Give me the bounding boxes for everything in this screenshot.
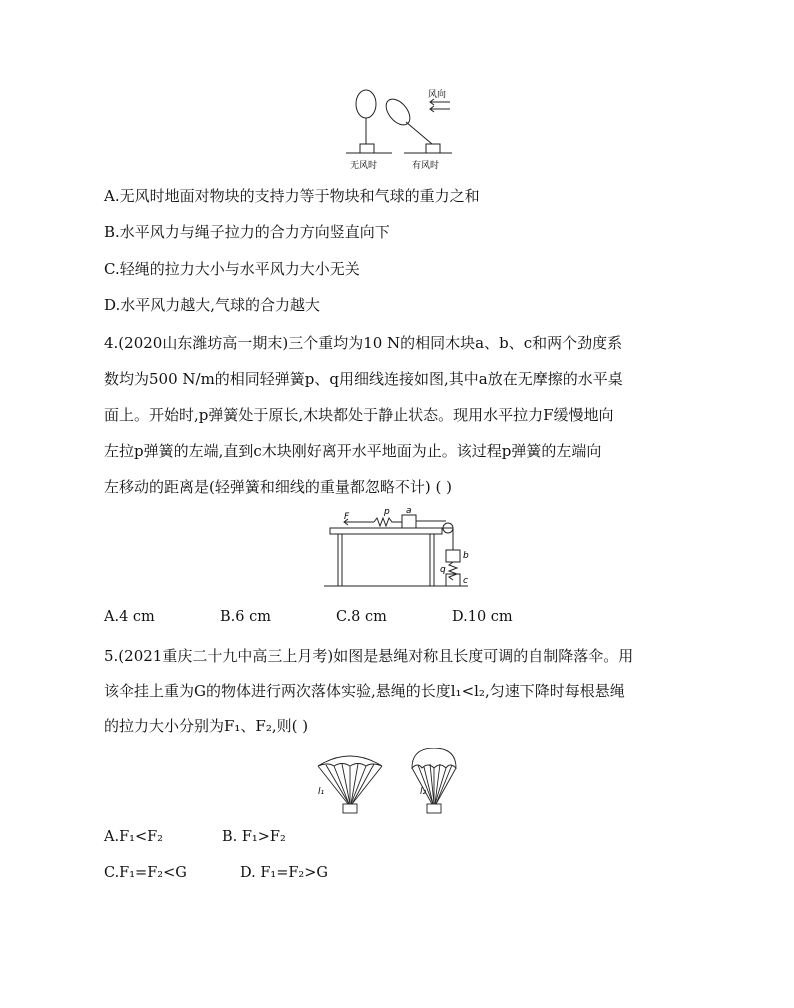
q3-option-a: A.无风时地面对物块的支持力等于物块和气球的重力之和 (104, 187, 480, 205)
balloon-wind (381, 95, 414, 130)
q3-option-c: C.轻绳的拉力大小与水平风力大小无关 (104, 260, 360, 278)
q4-line-3: 面上。开始时,p弹簧处于原长,木块都处于静止状态。现用水平拉力F缓慢地向 (104, 406, 614, 424)
label-q: q (440, 565, 446, 575)
block-a (402, 515, 416, 528)
q5-line-3: 的拉力大小分别为F₁、F₂,则( ) (104, 717, 309, 735)
q4-option-b: B.6 cm (220, 609, 271, 625)
label-p: p (384, 508, 390, 517)
q5-option-d: D. F₁=F₂>G (240, 865, 328, 881)
block-no-wind (360, 144, 374, 153)
label-a: a (406, 508, 412, 516)
balloon-no-wind (356, 90, 376, 118)
parachute-1-canopy (318, 756, 382, 766)
q5-option-a: A.F₁<F₂ (104, 829, 163, 845)
parachute-2-canopy (412, 748, 456, 768)
table-top (330, 528, 442, 534)
q4-line-1: 4.(2020山东潍坊高一期末)三个重均为10 N的相同木块a、b、c和两个劲度系 (104, 334, 623, 352)
q4-option-a: A.4 cm (104, 609, 155, 625)
spring-q (449, 562, 457, 580)
label-f: F (344, 512, 350, 522)
q5-line-1: 5.(2021重庆二十九中高三上月考)如图是悬绳对称且长度可调的自制降落伞。用 (104, 647, 634, 665)
q4-option-c: C.8 cm (336, 609, 387, 625)
wind-dir-label: 风向 (428, 90, 447, 100)
label-b: b (463, 551, 469, 561)
q5-line-2: 该伞挂上重为G的物体进行两次落体实验,悬绳的长度l₁<l₂,匀速下降时每根悬绳 (104, 682, 625, 700)
label-l1: l₁ (318, 787, 325, 797)
parachute-2-load (427, 804, 441, 813)
spring-p (374, 518, 402, 526)
q4-line-4: 左拉p弹簧的左端,直到c木块刚好离开水平地面为止。该过程p弹簧的左端向 (104, 442, 602, 460)
parachute-figure (312, 748, 472, 818)
label-c: c (463, 576, 468, 586)
q3-option-d: D.水平风力越大,气球的合力越大 (104, 296, 321, 314)
no-wind-label: 无风时 (350, 161, 378, 171)
wind-label: 有风时 (412, 161, 440, 171)
q4-option-d: D.10 cm (452, 609, 513, 625)
q5-option-b: B. F₁>F₂ (222, 829, 286, 845)
q5-option-c: C.F₁=F₂<G (104, 865, 187, 881)
parachute-1-load (343, 804, 357, 813)
block-b (446, 550, 460, 562)
block-wind (426, 144, 440, 153)
balloon-figure (340, 84, 460, 176)
q3-option-b: B.水平风力与绳子拉力的合力方向竖直向下 (104, 223, 390, 241)
spring-block-figure (322, 508, 472, 592)
q4-line-5: 左移动的距离是(轻弹簧和细线的重量都忽略不计) ( ) (104, 478, 452, 496)
label-l2: l₂ (420, 787, 427, 797)
q4-line-2: 数均为500 N/m的相同轻弹簧p、q用细线连接如图,其中a放在无摩擦的水平桌 (104, 370, 623, 388)
